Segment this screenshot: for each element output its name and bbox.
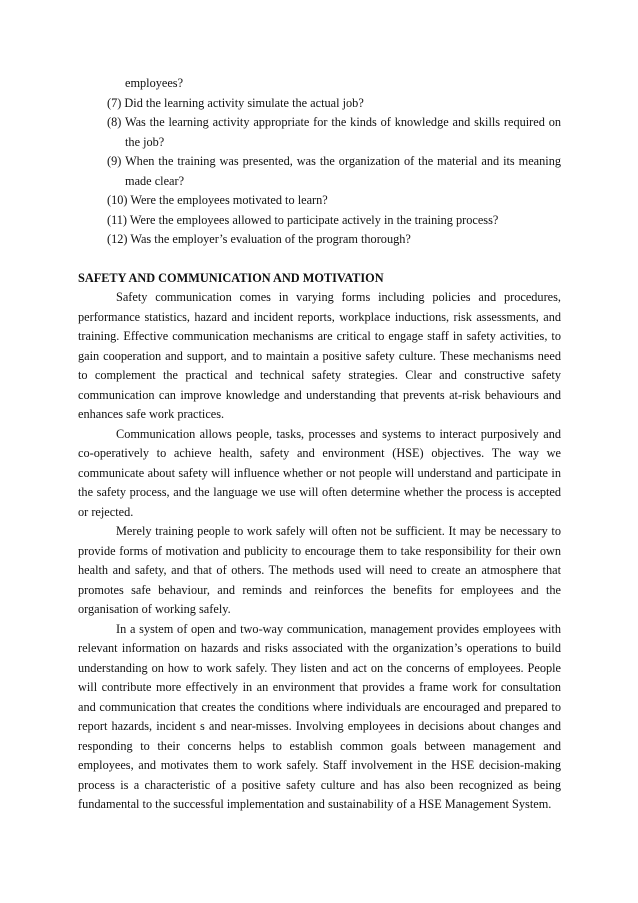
section-heading: SAFETY AND COMMUNICATION AND MOTIVATION [78,270,384,285]
question-item: (7) Did the learning activity simulate the actual job? [107,95,364,110]
document-page [78,74,561,815]
body-paragraph: Communication allows people, tasks, processes and systems to interact purposively and co-operatively to achieve health, safety and environment (HSE) objectives. The way we communicate about safety will influence whether or not people will understand and participate in the safety process, and the language we use will often determine whether the process is accepted or rejected. [78,426,561,519]
question-item: (9) When the training was presented, was the organization of the material and its meaning made clear? [107,154,561,188]
evaluation-question-list [78,94,561,250]
question-item: (12) Was the employer’s evaluation of the program thorough? [107,232,411,246]
list-continuation: employees? [125,76,184,90]
question-item: (8) Was the learning activity appropriate for the kinds of knowledge and skills required on the job? [107,115,561,149]
body-paragraph: Merely training people to work safely will often not be sufficient. It may be necessary to provide forms of motivation and publicity to encourage them to take responsibility for their own health and safety, and that of others. The methods used will need to create an atmosphere that promotes safe behaviour, and reminds and reinforces the benefits for employees and the organisation of working safely. [78,524,561,616]
section-spacer [78,250,561,269]
question-item: (10) Were the employees motivated to learn? [107,193,328,207]
question-item: (11) Were the employees allowed to participate actively in the training process? [107,212,499,227]
body-paragraph: In a system of open and two-way communication, management provides employees with relevant information on hazards and risks associated with the organization’s operations to build understanding on how to work safely. They listen and act on the concerns of employees. People will contribute more effectively in an environment that provides a frame work for consultation and communication that creates the conditions where individuals are encouraged and prepared to report hazards, incident s and near-misses. Involving employees in decisions about changes and responding to their concerns helps to establish common goals between management and employees, and motivates them to work safely. Staff involvement in the HSE decision-making process is a characteristic of a positive safety culture and has also been recognized as being fundamental to the successful implementation and sustainability of a HSE Management System. [78,621,561,811]
body-paragraph: Safety communication comes in varying forms including policies and procedures, performance statistics, hazard and incident reports, workplace inductions, risk assessments, and training. Effective communication mechanisms are critical to engage staff in safety activities, to gain cooperation and support, and to maintain a positive safety culture. These mechanisms need to complement the practical and technical safety strategies. Clear and constructive safety communication can improve knowledge and understanding that prevents at-risk behaviours and enhances safe work practices. [78,290,561,421]
